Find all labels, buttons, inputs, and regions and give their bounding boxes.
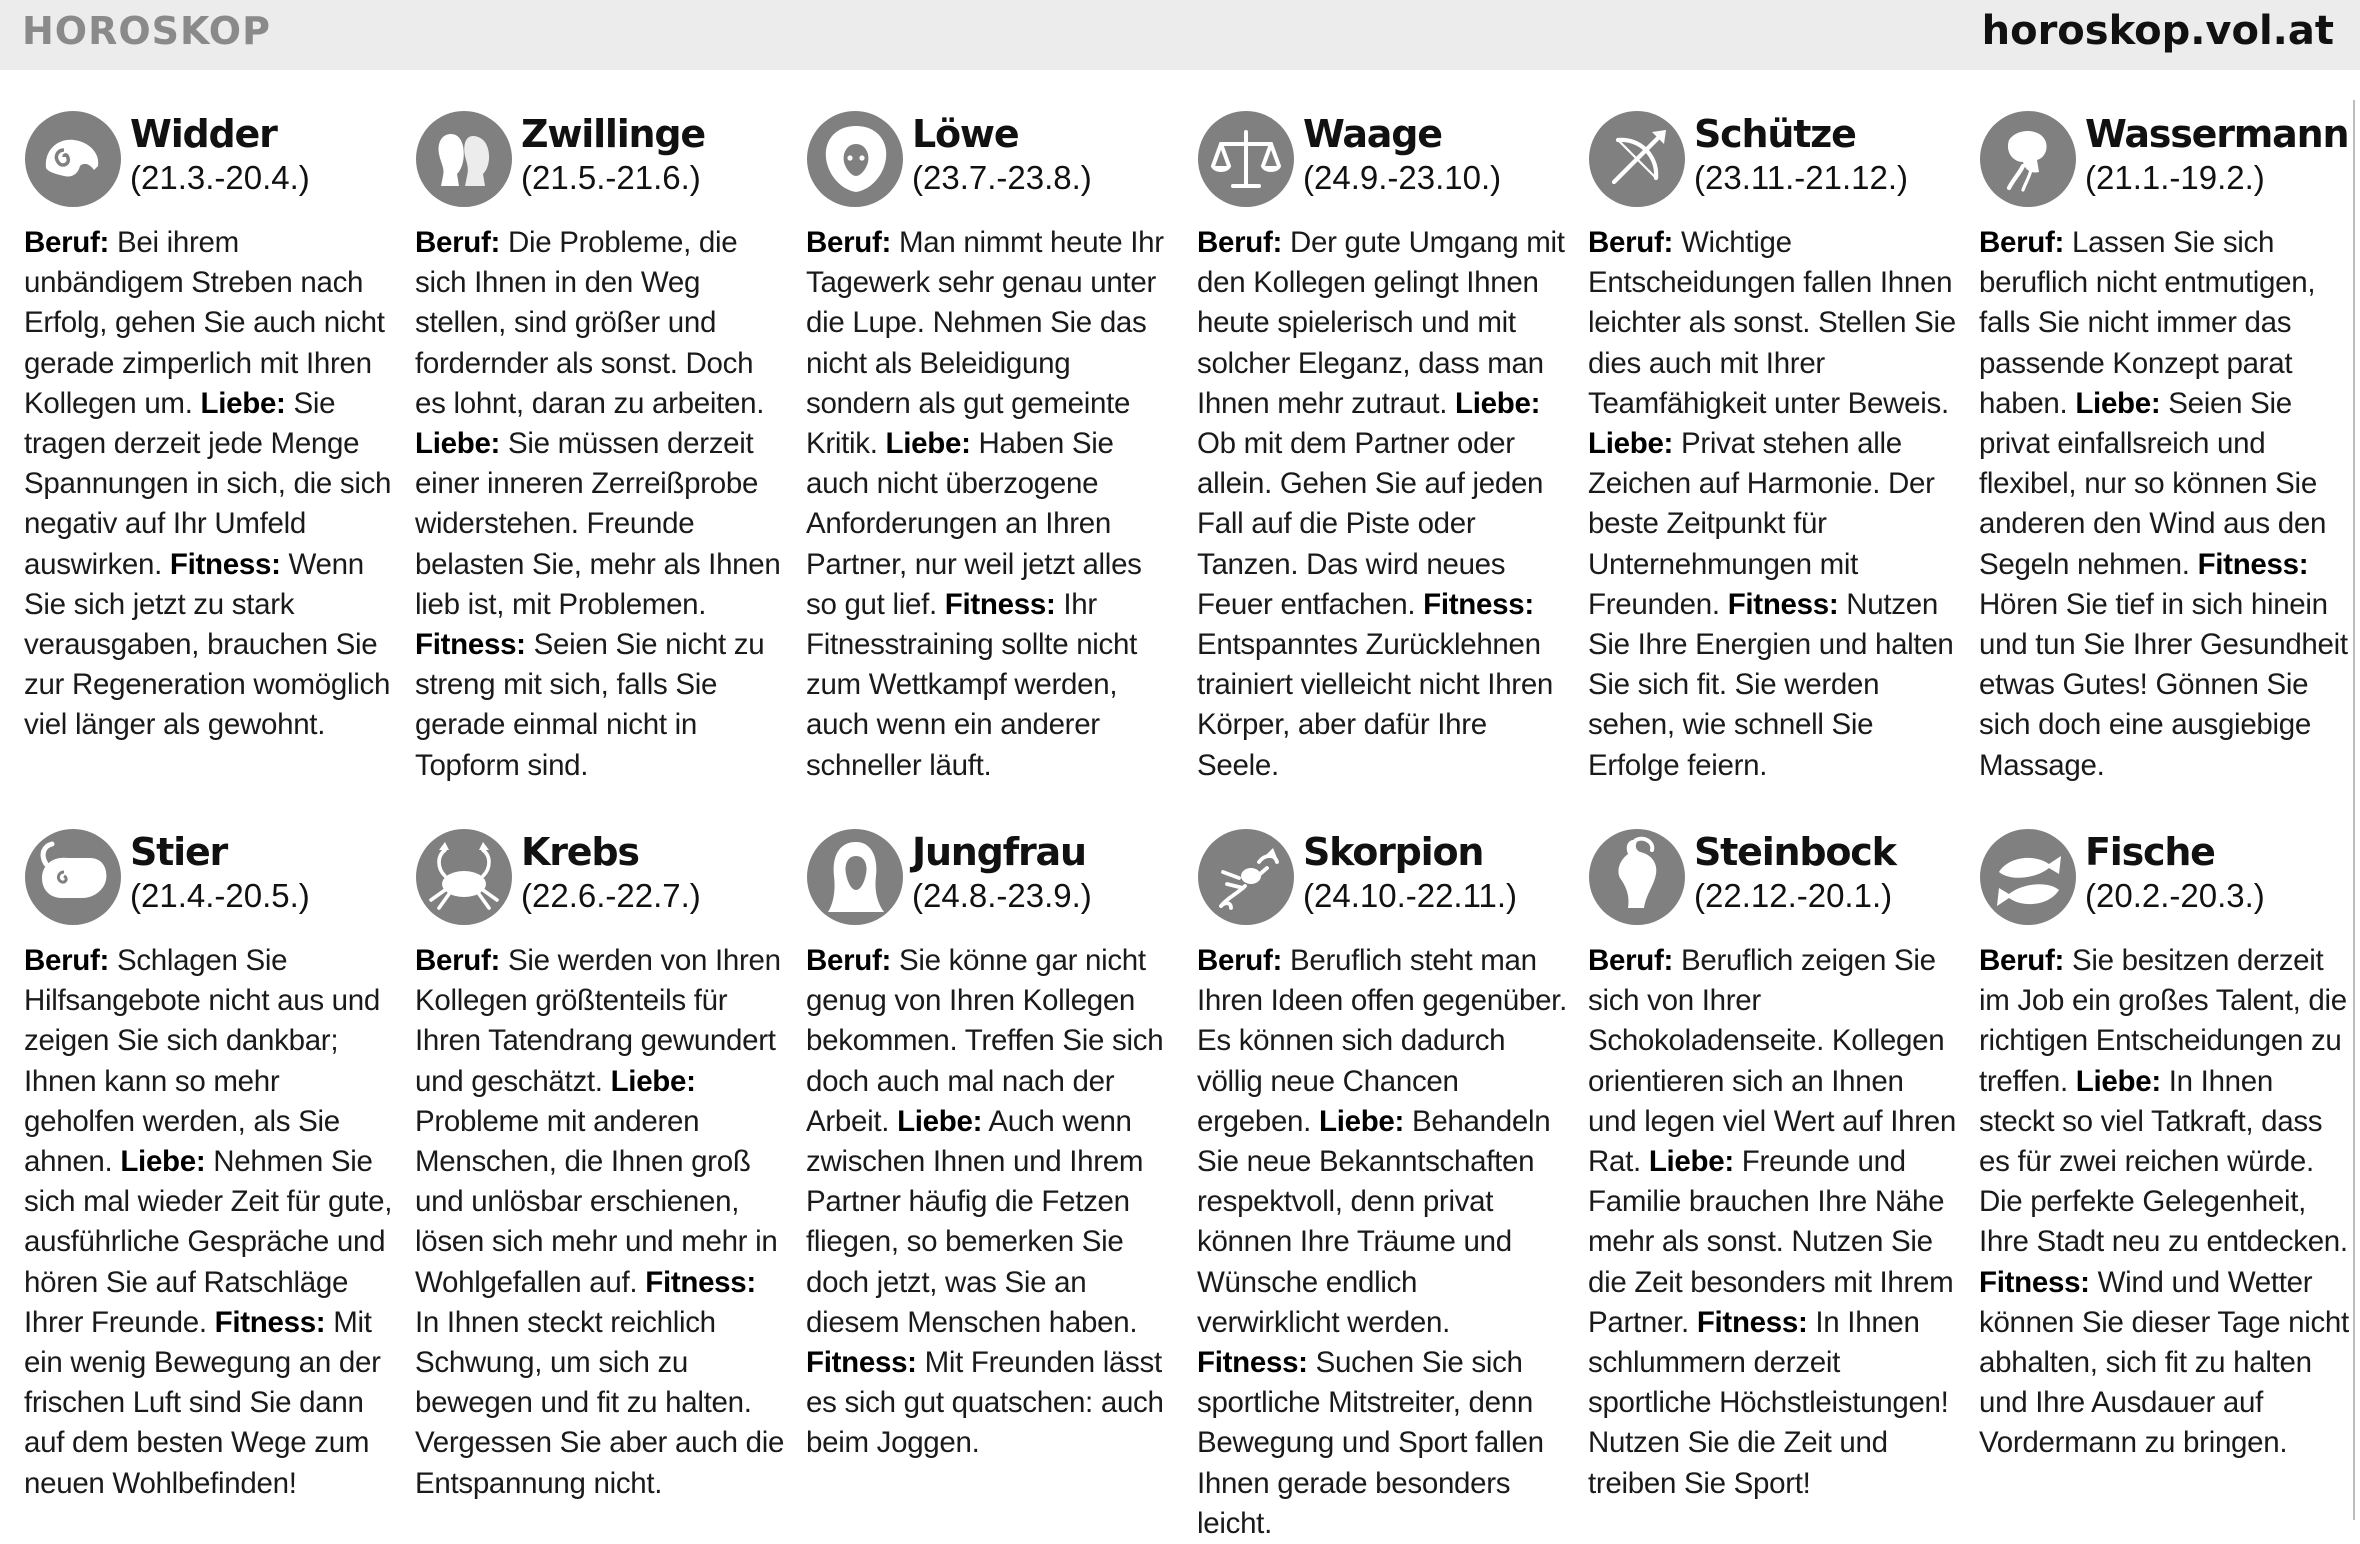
label-fitness: Fitness:	[1197, 1346, 1308, 1380]
text-beruf: Sie könne gar nicht genug von Ihren Kollegen bekommen. Treffen Sie sich doch auch mal nach der Arbeit.	[806, 944, 1164, 1138]
site-url[interactable]: horoskop.vol.at	[1981, 8, 2334, 54]
sign-wassermann	[1979, 110, 2349, 810]
sign-text	[24, 223, 394, 746]
sign-krebs	[415, 828, 785, 1528]
fish-icon	[1979, 828, 2077, 926]
label-fitness: Fitness:	[944, 587, 1056, 621]
sign-dates: (23.7.-23.8.)	[912, 159, 1092, 196]
sign-dates: (20.2.-20.3.)	[2085, 877, 2265, 914]
label-fitness: Fitness:	[645, 1265, 756, 1299]
text-liebe: Sie müssen derzeit einer inneren Zerreißprobe widerstehen. Freunde belasten Sie, mehr als Ihnen lieb ist, mit Problemen.	[415, 427, 781, 621]
sign-fische	[1979, 828, 2349, 1528]
label-fitness: Fitness:	[2197, 547, 2309, 581]
sign-name: Jungfrau	[912, 830, 1086, 874]
label-liebe: Liebe:	[1455, 386, 1541, 420]
sign-name: Schütze	[1694, 112, 1856, 156]
label-beruf: Beruf:	[806, 226, 892, 259]
label-liebe: Liebe:	[2075, 1064, 2161, 1098]
sign-jungfrau	[806, 828, 1168, 1528]
label-liebe: Liebe:	[885, 427, 971, 461]
label-liebe: Liebe:	[2075, 386, 2161, 420]
label-liebe: Liebe:	[200, 386, 286, 420]
text-liebe: Probleme mit anderen Menschen, die Ihnen groß und unlösbar erschienen, lösen sich mehr und mehr in Wohlgefallen auf.	[415, 1104, 778, 1299]
label-beruf: Beruf:	[24, 226, 110, 259]
capricorn-icon	[1588, 828, 1686, 926]
column-divider	[2353, 100, 2355, 1520]
sign-text	[1588, 223, 1958, 786]
sign-text	[1197, 941, 1567, 1544]
sign-dates: (24.8.-23.9.)	[912, 877, 1092, 914]
text-fitness: Mit Freunden lässt es sich gut quatschen: auch beim Joggen.	[806, 1346, 1164, 1460]
sign-name: Krebs	[521, 830, 639, 874]
label-liebe: Liebe:	[897, 1104, 983, 1138]
bull-icon	[24, 828, 122, 926]
crab-icon	[415, 828, 513, 926]
label-beruf: Beruf:	[1197, 944, 1283, 977]
sign-name: Wassermann	[2085, 112, 2349, 156]
sign-text	[24, 941, 394, 1504]
label-liebe: Liebe:	[1648, 1145, 1734, 1179]
virgin-icon	[806, 828, 904, 926]
text-beruf: Bei ihrem unbändigem Streben nach Erfolg, gehen Sie auch nicht gerade zimperlich mit Ihren Kollegen um.	[24, 226, 385, 420]
sign-stier	[24, 828, 393, 1528]
sign-name: Stier	[130, 830, 228, 874]
label-beruf: Beruf:	[1588, 944, 1674, 977]
sign-name: Löwe	[912, 112, 1019, 156]
text-liebe: Seien Sie privat einfallsreich und flexibel, nur so können Sie anderen den Wind aus den Segeln nehmen.	[1979, 386, 2327, 581]
label-beruf: Beruf:	[24, 944, 110, 977]
twins-icon	[415, 110, 513, 208]
sign-name: Widder	[130, 112, 277, 156]
text-beruf: Schlagen Sie Hilfsangebote nicht aus und zeigen Sie sich dankbar; Ihnen kann so mehr geholfen werden, als Sie ahnen.	[24, 944, 380, 1179]
text-fitness: Hören Sie tief in sich hinein und tun Sie Ihrer Gesundheit etwas Gutes! Gönnen Sie sich doch eine ausgiebige Massage.	[1979, 587, 2348, 782]
text-beruf: Wichtige Entscheidungen fallen Ihnen leichter als sonst. Stellen Sie dies auch mit Ihrer Teamfähigkeit unter Beweis.	[1588, 226, 1956, 420]
section-title: HOROSKOP	[22, 9, 271, 53]
label-beruf: Beruf:	[1197, 226, 1283, 259]
sign-text	[806, 941, 1176, 1464]
sign-zwillinge	[415, 110, 781, 810]
label-beruf: Beruf:	[415, 944, 501, 977]
text-fitness: Wind und Wetter können Sie dieser Tage nicht abhalten, sich fit zu halten und Ihre Ausdauer auf Vordermann zu bringen.	[1979, 1265, 2349, 1460]
sign-steinbock	[1588, 828, 1956, 1528]
label-beruf: Beruf:	[806, 944, 892, 977]
sign-text	[1197, 223, 1567, 786]
text-fitness: Entspanntes Zurücklehnen trainiert vielleicht nicht Ihren Körper, aber dafür Ihre Seele.	[1197, 628, 1554, 782]
label-liebe: Liebe:	[120, 1145, 206, 1179]
text-liebe: Sie tragen derzeit jede Menge Spannungen in sich, die sich negativ auf Ihr Umfeld auswirken.	[24, 386, 392, 581]
sign-dates: (21.5.-21.6.)	[521, 159, 701, 196]
sign-name: Skorpion	[1303, 830, 1484, 874]
label-beruf: Beruf:	[415, 226, 501, 259]
text-fitness: Wenn Sie sich jetzt zu stark verausgaben, brauchen Sie zur Regeneration womöglich viel länger als gewohnt.	[24, 547, 391, 742]
text-liebe: Behandeln Sie neue Bekanntschaften respektvoll, denn privat können Ihre Träume und Wünsche endlich verwirklicht werden.	[1197, 1104, 1551, 1339]
sign-dates: (21.3.-20.4.)	[130, 159, 310, 196]
label-fitness: Fitness:	[214, 1305, 326, 1339]
sign-text	[806, 223, 1176, 786]
text-beruf: Der gute Umgang mit den Kollegen gelingt Ihnen heute spielerisch und mit solcher Eleganz, dass man Ihnen mehr zutraut.	[1197, 226, 1565, 420]
sign-dates: (21.1.-19.2.)	[2085, 159, 2265, 196]
label-beruf: Beruf:	[1979, 944, 2065, 977]
lion-icon	[806, 110, 904, 208]
text-liebe: Privat stehen alle Zeichen auf Harmonie. Der beste Zeitpunkt für Unternehmungen mit Freunden.	[1588, 427, 1935, 621]
text-fitness: In Ihnen schlummern derzeit sportliche Höchstleistungen! Nutzen Sie die Zeit und treiben Sie Sport!	[1588, 1305, 1949, 1500]
label-fitness: Fitness:	[1979, 1265, 2090, 1299]
label-fitness: Fitness:	[806, 1346, 917, 1380]
sign-dates: (22.6.-22.7.)	[521, 877, 701, 914]
sign-name: Steinbock	[1694, 830, 1896, 874]
label-fitness: Fitness:	[415, 628, 526, 662]
scales-icon	[1197, 110, 1295, 208]
label-fitness: Fitness:	[1423, 587, 1534, 621]
text-beruf: Sie besitzen derzeit im Job ein großes Talent, die richtigen Entscheidungen zu treffen.	[1979, 944, 2347, 1098]
sign-name: Fische	[2085, 830, 2215, 874]
sign-text	[415, 223, 785, 786]
header-bar	[0, 0, 2360, 70]
sign-waage	[1197, 110, 1565, 810]
text-liebe: Ob mit dem Partner oder allein. Gehen Sie auf jeden Fall auf die Piste oder Tanzen. Das wird neues Feuer entfachen.	[1197, 427, 1544, 621]
sign-text	[1979, 941, 2349, 1464]
sign-dates: (22.12.-20.1.)	[1694, 877, 1893, 914]
label-fitness: Fitness:	[1727, 587, 1839, 621]
sign-lwe	[806, 110, 1168, 810]
label-beruf: Beruf:	[1979, 226, 2065, 259]
ram-icon	[24, 110, 122, 208]
sign-text	[1979, 223, 2349, 786]
text-fitness: Suchen Sie sich sportliche Mitstreiter, denn Bewegung und Sport fallen Ihnen gerade besonders leicht.	[1197, 1346, 1544, 1540]
text-liebe: Nehmen Sie sich mal wieder Zeit für gute, ausführliche Gespräche und hören Sie auf Ratschläge Ihrer Freunde.	[24, 1145, 393, 1339]
sign-skorpion	[1197, 828, 1567, 1540]
label-liebe: Liebe:	[1588, 427, 1674, 461]
sign-dates: (24.10.-22.11.)	[1303, 877, 1518, 914]
text-beruf: Beruflich steht man Ihren Ideen offen gegenüber. Es können sich dadurch völlig neue Chancen ergeben.	[1197, 944, 1567, 1138]
label-liebe: Liebe:	[415, 427, 501, 461]
scorpion-icon	[1197, 828, 1295, 926]
label-fitness: Fitness:	[1696, 1305, 1808, 1339]
text-fitness: In Ihnen steckt reichlich Schwung, um sich zu bewegen und fit zu halten. Vergessen Sie aber auch die Entspannung nicht.	[415, 1305, 785, 1500]
sign-name: Waage	[1303, 112, 1442, 156]
sign-name: Zwillinge	[521, 112, 705, 156]
text-fitness: Nutzen Sie Ihre Energien und halten Sie sich fit. Sie werden sehen, wie schnell Sie Erfolge feiern.	[1588, 587, 1954, 782]
text-beruf: Man nimmt heute Ihr Tagewerk sehr genau unter die Lupe. Nehmen Sie das nicht als Beleidigung sondern als gut gemeinte Kritik.	[806, 226, 1164, 461]
text-fitness: Seien Sie nicht zu streng mit sich, falls Sie gerade einmal nicht in Topform sind.	[415, 628, 765, 782]
text-beruf: Beruflich zeigen Sie sich von Ihrer Schokoladenseite. Kollegen orientieren sich an Ihnen und legen viel Wert auf Ihren Rat.	[1588, 944, 1956, 1179]
text-fitness: Mit ein wenig Bewegung an der frischen Luft sind Sie dann auf dem besten Wege zum neuen Wohlbefinden!	[24, 1305, 381, 1500]
archer-icon	[1588, 110, 1686, 208]
text-fitness: Ihr Fitnesstraining sollte nicht zum Wettkampf werden, auch wenn ein anderer schneller läuft.	[806, 587, 1138, 782]
sign-text	[415, 941, 785, 1504]
sign-dates: (23.11.-21.12.)	[1694, 159, 1909, 196]
water-bearer-icon	[1979, 110, 2077, 208]
label-fitness: Fitness:	[169, 547, 281, 581]
sign-schtze	[1588, 110, 1956, 810]
sign-widder	[24, 110, 392, 810]
text-beruf: Sie werden von Ihren Kollegen größtenteils für Ihren Tatendrang gewundert und geschätzt.	[415, 944, 781, 1098]
sign-text	[1588, 941, 1958, 1504]
label-liebe: Liebe:	[1318, 1104, 1405, 1138]
label-liebe: Liebe:	[610, 1064, 696, 1098]
text-beruf: Lassen Sie sich beruflich nicht entmutigen, falls Sie nicht immer das passende Konzept parat haben.	[1979, 226, 2316, 420]
text-liebe: Haben Sie auch nicht überzogene Anforderungen an Ihren Partner, nur weil jetzt alles so gut lief.	[806, 427, 1142, 621]
text-beruf: Die Probleme, die sich Ihnen in den Weg stellen, sind größer und fordernder als sonst. Doch es lohnt, daran zu arbeiten.	[415, 226, 765, 420]
label-beruf: Beruf:	[1588, 226, 1674, 259]
text-liebe: Freunde und Familie brauchen Ihre Nähe mehr als sonst. Nutzen Sie die Zeit besonders mit Ihrem Partner.	[1588, 1145, 1954, 1339]
sign-dates: (21.4.-20.5.)	[130, 877, 310, 914]
text-liebe: Auch wenn zwischen Ihnen und Ihrem Partner häufig die Fetzen fliegen, so bemerken Sie doch jetzt, was Sie an diesem Menschen haben.	[806, 1104, 1144, 1339]
sign-dates: (24.9.-23.10.)	[1303, 159, 1502, 196]
text-liebe: In Ihnen steckt so viel Tatkraft, dass es für zwei reichen würde. Die perfekte Gelegenheit, Ihre Stadt neu zu entdecken.	[1979, 1064, 2348, 1259]
